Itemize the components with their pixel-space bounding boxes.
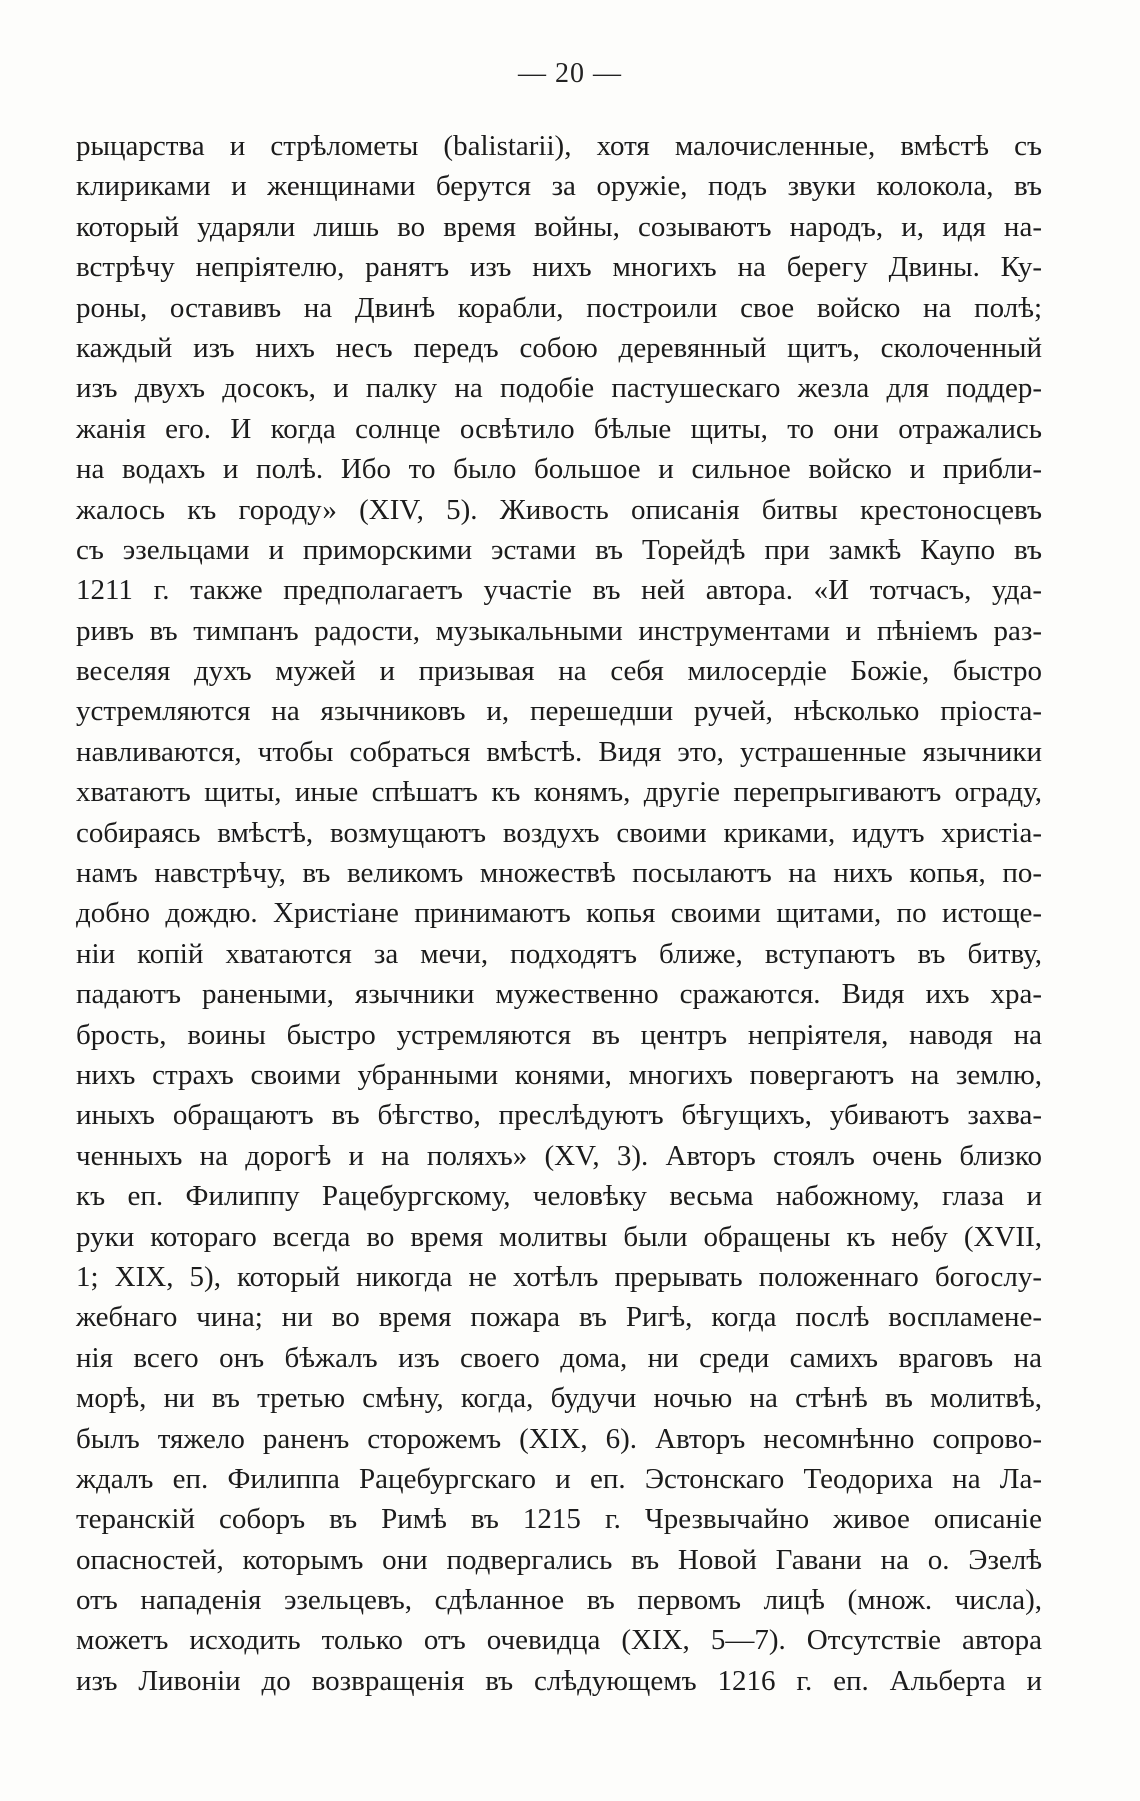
text-line: клириками и женщинами берутся за оружіе, подъ звуки колокола, въ xyxy=(76,170,1042,203)
text-line: отъ нападенія эзельцевъ, сдѣланное въ первомъ лицѣ (множ. числа), xyxy=(76,1584,1042,1617)
text-line: руки котораго всегда во время молитвы были обращены къ небу (XVII, xyxy=(76,1220,1042,1253)
text-line: падаютъ ранеными, язычники мужественно сражаются. Видя ихъ хра- xyxy=(76,978,1042,1011)
text-line: теранскій соборъ въ Римѣ въ 1215 г. Чрезвычайно живое описаніе xyxy=(76,1503,1042,1536)
text-line: нихъ страхъ своими убранными конями, многихъ повергаютъ на землю, xyxy=(76,1058,1042,1091)
text-line: жанія его. И когда солнце освѣтило бѣлые щиты, то они отражались xyxy=(76,412,1042,445)
text-line: каждый изъ нихъ несъ передъ собою деревянный щитъ, сколоченный xyxy=(76,331,1042,364)
body-text xyxy=(76,126,1042,1701)
text-line: 1; XIX, 5), который никогда не хотѣлъ прерывать положеннаго богослу- xyxy=(76,1260,1042,1293)
text-line: встрѣчу непріятелю, ранятъ изъ нихъ многихъ на берегу Двины. Ку- xyxy=(76,251,1042,284)
text-line: ченныхъ на дорогѣ и на поляхъ» (XV, 3). Авторъ стоялъ очень близко xyxy=(76,1139,1042,1172)
text-line: собираясь вмѣстѣ, возмущаютъ воздухъ своими криками, идутъ христіа- xyxy=(76,816,1042,849)
text-line: ривъ въ тимпанъ радости, музыкальными инструментами и пѣніемъ раз- xyxy=(76,614,1042,647)
text-line: жалось къ городу» (XIV, 5). Живость описанія битвы крестоносцевъ xyxy=(76,493,1042,526)
text-line: веселяя духъ мужей и призывая на себя милосердіе Божіе, быстро xyxy=(76,655,1042,688)
text-line: можетъ исходить только отъ очевидца (XIX, 5—7). Отсутствіе автора xyxy=(76,1624,1042,1657)
text-line: роны, оставивъ на Двинѣ корабли, построили свое войско на полѣ; xyxy=(76,291,1042,324)
text-line: жебнаго чина; ни во время пожара въ Ригѣ, когда послѣ воспламене- xyxy=(76,1301,1042,1334)
text-line: навливаются, чтобы собраться вмѣстѣ. Видя это, устрашенные язычники xyxy=(76,735,1042,768)
text-line: съ эзельцами и приморскими эстами въ Торейдѣ при замкѣ Каупо въ xyxy=(76,533,1042,566)
text-line: намъ навстрѣчу, въ великомъ множествѣ посылаютъ на нихъ копья, по- xyxy=(76,857,1042,890)
text-line: къ еп. Филиппу Рацебургскому, человѣку весьма набожному, глаза и xyxy=(76,1180,1042,1213)
text-line: добно дождю. Христіане принимаютъ копья своими щитами, по истоще- xyxy=(76,897,1042,930)
text-line: изъ двухъ досокъ, и палку на подобіе пастушескаго жезла для поддер- xyxy=(76,372,1042,405)
text-line: который ударяли лишь во время войны, созываютъ народъ, и, идя на- xyxy=(76,210,1042,243)
text-line: 1211 г. также предполагаетъ участіе въ ней автора. «И тотчасъ, уда- xyxy=(76,574,1042,607)
text-line: устремляются на язычниковъ и, перешедши ручей, нѣсколько пріоста- xyxy=(76,695,1042,728)
text-line: былъ тяжело раненъ сторожемъ (XIX, 6). Авторъ несомнѣнно сопрово- xyxy=(76,1422,1042,1455)
text-line: морѣ, ни въ третью смѣну, когда, будучи ночью на стѣнѣ въ молитвѣ, xyxy=(76,1382,1042,1415)
page-number: — 20 — xyxy=(518,58,622,89)
text-line: ждалъ еп. Филиппа Рацебургскаго и еп. Эстонскаго Теодориха на Ла- xyxy=(76,1462,1042,1495)
text-line: ніи копій хватаются за мечи, подходятъ ближе, вступаютъ въ битву, xyxy=(76,937,1042,970)
text-line: изъ Ливоніи до возвращенія въ слѣдующемъ 1216 г. еп. Альберта и xyxy=(76,1664,1042,1697)
text-line: опасностей, которымъ они подвергались въ Новой Гавани на о. Эзелѣ xyxy=(76,1543,1042,1576)
text-line: иныхъ обращаютъ въ бѣгство, преслѣдуютъ бѣгущихъ, убиваютъ захва- xyxy=(76,1099,1042,1132)
text-line: хватаютъ щиты, иные спѣшатъ къ конямъ, другіе перепрыгиваютъ ограду, xyxy=(76,776,1042,809)
text-line: на водахъ и полѣ. Ибо то было большое и сильное войско и прибли- xyxy=(76,453,1042,486)
text-line: рыцарства и стрѣлометы (balistarii), хотя малочисленные, вмѣстѣ съ xyxy=(76,130,1042,162)
text-line: брость, воины быстро устремляются въ центръ непріятеля, наводя на xyxy=(76,1018,1042,1051)
text-line: нія всего онъ бѣжалъ изъ своего дома, ни среди самихъ враговъ на xyxy=(76,1341,1042,1374)
